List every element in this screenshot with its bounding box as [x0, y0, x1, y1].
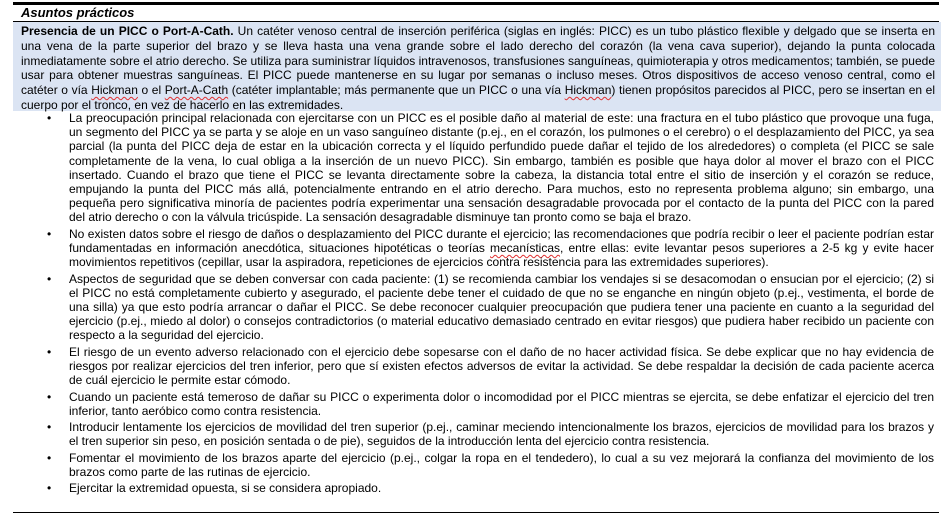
intro-heading: Presencia de un PICC o Port-A-Cath.	[21, 24, 234, 38]
bullet-icon: •	[47, 389, 52, 404]
list-item-text: Introducir lentamente los ejercicios de movilidad del tren superior (p.ej., caminar meciendo intencionalmente los brazos, ejercicios de movilidad para los brazos y el tren superior sin peso, en posición sentada o de pie), seguidos de la introducción lenta del ejercicio contra resistencia.	[69, 420, 934, 449]
list-item	[0, 272, 947, 343]
list-item-term: mecanísticas	[490, 241, 561, 256]
intro-term-hickman: Hickman	[564, 83, 612, 98]
bullet-icon: •	[47, 450, 52, 465]
list-item-text: Ejercitar la extremidad opuesta, si se considera apropiado.	[69, 481, 382, 496]
intro-text: Un catéter venoso central de inserción periférica (siglas en inglés: PICC) es un tubo plástico flexible y delgado que se inserta en una vena de la parte superior del brazo y se lleva hasta una vena grande sobre el lado derecho del corazón (la vena cava superior), dejando la punta colocada inmediatamente sobre el atrio derecho. Se utiliza para suministrar líquidos intravenosos, transfusiones sanguíneas, quimioterapia y otros medicamentos; también, se puede usar para obtener muestras sanguíneas. El PICC puede mantenerse en su lugar por semanas o incluso meses. Otros dispositivos de acceso venoso central, como el catéter o vía	[21, 24, 936, 98]
intro-term-hickman: Hickman	[91, 83, 138, 98]
intro-text: o el	[137, 83, 165, 98]
list-item-text: , entre ellas: evite levantar pesos superiores a 2-5 kg y evite hacer movimientos repetitivos (cepillar, usar la aspiradora, repeticiones de ejercicios contra resistencia para las extremidades superiores).	[69, 241, 934, 270]
intro-text: (catéter implantable; más permanente que un PICC o una vía	[228, 83, 565, 98]
section-title: Asuntos prácticos	[21, 5, 135, 20]
bullet-icon: •	[47, 111, 52, 125]
list-item-text: Cuando un paciente está temeroso de dañar su PICC o experimenta dolor o incomodidad por el PICC mientras se ejercita, se debe enfatizar el ejercicio del tren inferior, tanto aeróbico como contra resistencia.	[69, 389, 934, 418]
list-item	[0, 481, 947, 495]
bullet-list	[0, 111, 947, 498]
bottom-rule	[13, 512, 939, 513]
list-item-text: La preocupación principal relacionada con ejercitarse con un PICC es el posible daño al material de este: una fractura en el tubo plástico que provoque una fuga, un segmento del PICC ya se parta y se aloje en un vaso sanguíneo distante (p.ej., en el corazón, los pulmones o el cerebro) o el desplazamiento del PICC, ya sea parcial (la punta del PICC deja de estar en la ubicación correcta y el líquido perfundido puede dañar el tejido de los alrededores) o completa (el PICC se sale completamente de la vena, lo cual obliga a la inserción de un nuevo PICC). Sin embargo, también es posible que haya dolor al mover el brazo con el PICC insertado. Cuando el brazo que tiene el PICC se levanta directamente sobre la cabeza, la distancia total entre el sitio de inserción y el corazón se reduce, empujando la punta del PICC más allá, potencialmente entrando en el atrio derecho. Para muchos, esto no representa problema alguno; sin embargo, una pequeña pero significativa minoría de pacientes podría experimentar una sensación desagradable provocada por el contacto de la punta del PICC con la pared del atrio derecho o con la válvula tricúspide. La sensación desagradable disminuye tan pronto como se baja el brazo.	[69, 111, 934, 225]
list-item	[0, 390, 947, 418]
list-item	[0, 111, 947, 225]
bullet-icon: •	[47, 481, 52, 496]
list-item	[0, 227, 947, 270]
bullet-icon: •	[47, 344, 52, 359]
top-rule	[13, 2, 939, 5]
list-item-text: El riesgo de un evento adverso relacionado con el ejercicio debe sopesarse con el daño de no hacer actividad física. Se debe explicar que no hay evidencia de riesgos por realizar ejercicios del tren inferior, pero que sí existen efectos adversos de evitar la actividad. Se debe respaldar la decisión de cada paciente acerca de cuál ejercicio le permite estar cómodo.	[69, 344, 934, 388]
list-item-text: Aspectos de seguridad que se deben conversar con cada paciente: (1) se recomienda cambiar los vendajes si se desacomodan o ensucian por el ejercicio; (2) si el PICC no está completamente cubierto y asegurado, el paciente debe tener el cuidado de que no se enganche en ningún objeto (p.ej., vestimenta, el borde de una silla) ya que esto podría arrancar o dañar el PICC. Se debe reconocer cualquier preocupación que pudiera tener una paciente en cuanto a la seguridad del ejercicio (p.ej., miedo al dolor) o consejos contradictorios (o material educativo demasiado centrado en evitar riesgos) que pudiera haber recibido un paciente con respecto a la seguridad del ejercicio.	[69, 271, 934, 343]
list-item	[0, 451, 947, 479]
bullet-icon: •	[47, 420, 52, 435]
bullet-icon: •	[47, 271, 52, 286]
intro-text: ) tienen propósitos parecidos al PICC, pero se insertan en el cuerpo por el tronco, en vez de hacerlo en las extremidades.	[21, 83, 936, 112]
bullet-icon: •	[47, 226, 52, 241]
list-item-text: Fomentar el movimiento de los brazos aparte del ejercicio (p.ej., colgar la ropa en el tendedero), lo cual a su vez mejorará la confianza del movimiento de los brazos como parte de las rutinas de ejercicio.	[69, 450, 934, 479]
intro-box	[13, 22, 941, 111]
list-item	[0, 345, 947, 388]
list-item-text: No existen datos sobre el riesgo de daños o desplazamiento del PICC durante el ejercicio; las recomendaciones que podría recibir o leer el paciente podrían estar fundamentadas en información anecdótica, situaciones hipotéticas o teorías	[69, 226, 934, 256]
list-item	[0, 420, 947, 448]
intro-term-port-a-cath: Port-A-Cath	[164, 83, 229, 98]
